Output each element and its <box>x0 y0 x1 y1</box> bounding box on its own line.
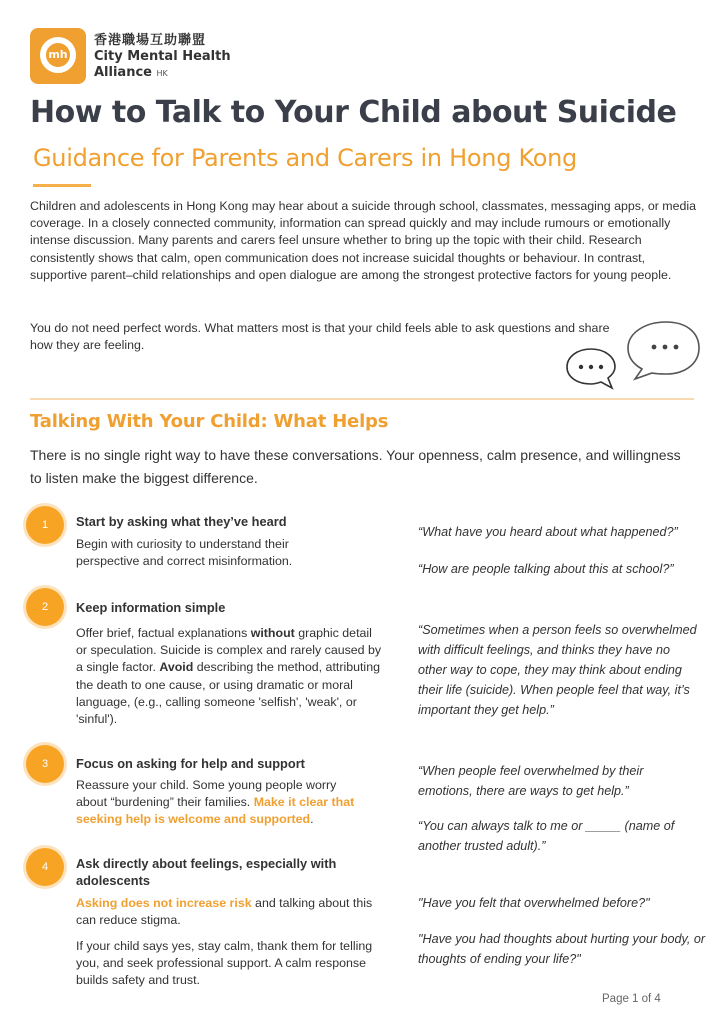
step-1-quote-2: “How are people talking about this at school?” <box>418 562 674 576</box>
step-3-number-badge: 3 <box>26 745 64 783</box>
step-3-quote-2: “You can always talk to me or _____ (name of another trusted adult).” <box>418 819 675 853</box>
intro-paragraph-2: You do not need perfect words. What matters most is that your child feels able to ask questions and share how they are feeling. <box>30 321 610 353</box>
step-4-body-1 <box>76 895 394 929</box>
page-number: Page 1 of 4 <box>602 993 661 1005</box>
logo-mark-text: mh <box>48 48 68 61</box>
step-1-number-badge: 1 <box>26 506 64 544</box>
step-2-body-part-c: graphic detail or speculation. Suicide is complex and rarely caused by a single factor. <box>76 626 382 675</box>
step-4-quote-1: "Have you felt that overwhelmed before?" <box>418 896 650 910</box>
logo-english-alliance: Alliance <box>94 64 152 80</box>
step-3-body-part-a: Reassure your child. Some young people worry about “burdening” their families. <box>76 778 337 810</box>
page-title: How to Talk to Your Child about Suicide <box>30 95 677 130</box>
step-4-number-badge: 4 <box>26 848 64 886</box>
logo-text <box>94 34 231 79</box>
step-2-body-part-e: describing the method, attributing the death to one cause, or using dramatic or moral language, (e.g., calling someone 'selfish', 'weak', or 'sinful'). <box>76 660 380 727</box>
step-1-quote-1: “What have you heard about what happened?” <box>418 525 678 539</box>
step-2-title: Keep information simple <box>76 600 226 615</box>
step-2-body-emphasis-avoid: Avoid <box>159 660 194 675</box>
step-3-body <box>76 777 358 829</box>
section-heading: Talking With Your Child: What Helps <box>30 411 389 432</box>
step-4-body-part-b: and talking about this can reduce stigma. <box>76 896 373 928</box>
section-divider <box>30 398 694 400</box>
step-1-title: Start by asking what they’ve heard <box>76 514 287 529</box>
logo-english-line1: City Mental Health <box>94 48 231 64</box>
step-3-title: Focus on asking for help and support <box>76 756 305 771</box>
step-4-body-2: If your child says yes, stay calm, thank them for telling you, and seek professional support. A calm response builds safety and trust. <box>76 939 373 988</box>
section-intro: There is no single right way to have these conversations. Your openness, calm presence, and willingness to listen make the biggest difference. <box>30 447 681 486</box>
step-2-body-emphasis-without: without <box>250 626 295 640</box>
step-2-number-badge: 2 <box>26 588 64 626</box>
logo-english-line2 <box>94 66 231 79</box>
step-4-quote-2: "Have you had thoughts about hurting your body, or thoughts of ending your life?" <box>418 932 706 966</box>
step-2-quote: “Sometimes when a person feels so overwhelmed with difficult feelings, and thinks they have no other way to cope, they may think about ending their life (suicide). When people feel that way, it’s important they get help.” <box>418 623 697 717</box>
step-3-quote-1: “When people feel overwhelmed by their emotions, there are ways to get help.” <box>418 764 644 798</box>
step-4-title: Ask directly about feelings, especially with adolescents <box>76 856 337 888</box>
logo <box>30 28 231 84</box>
logo-mark-icon <box>30 28 86 84</box>
logo-chinese-name: 香港職場互助聯盟 <box>94 32 207 48</box>
step-2-body <box>76 625 386 728</box>
logo-english-suffix: HK <box>156 68 168 78</box>
intro-paragraph-1: Children and adolescents in Hong Kong may hear about a suicide through school, classmates, messaging apps, or media coverage. In a closely connected community, information can spread quickly and may include rumours or emotionally intense discussion. Many parents and carers feel unsure whether to bring up the topic with their child. Research consistently shows that calm, open communication does not increase suicidal thoughts or behaviour. In contrast, supportive parent–child relationships and open dialogue are among the strongest protective factors for young people. <box>30 199 697 282</box>
step-3-body-part-c: . <box>310 812 314 827</box>
step-1-body: Begin with curiosity to understand their perspective and correct misinformation. <box>76 537 293 569</box>
step-2-body-part-a: Offer brief, factual explanations <box>76 626 251 640</box>
subtitle-underline <box>33 184 91 187</box>
step-3-body-highlight: Make it clear that seeking help is welcome and supported <box>76 795 355 827</box>
step-4-body-highlight: Asking does not increase risk <box>76 896 252 910</box>
page-subtitle: Guidance for Parents and Carers in Hong Kong <box>33 144 577 172</box>
speech-bubbles-icon <box>562 316 702 392</box>
